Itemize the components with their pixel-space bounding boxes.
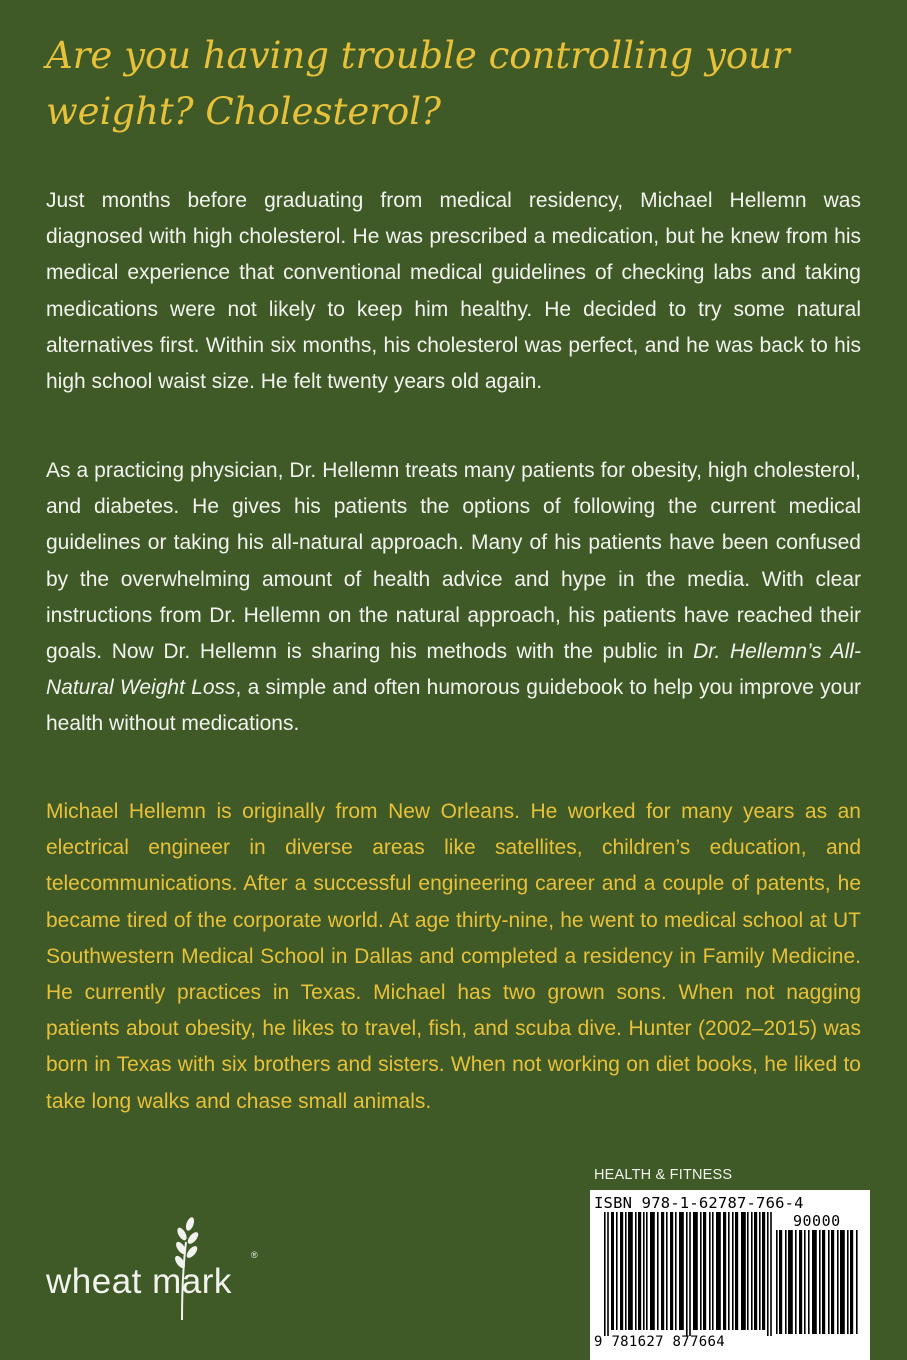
publisher-name <box>46 1262 232 1302</box>
physician-paragraph <box>46 453 861 743</box>
author-bio-paragraph: Michael Hellemn is originally from New Orleans. He worked for many years as an electrical engineer in diverse areas like satellites, children’s education, and telecommunications. After a successful engineering career and a couple of patents, he became tired of the corporate world. At age thirty-nine, he went to medical school at UT Southwestern Medical School in Dallas and completed a residency in Family Medicine. He currently practices in Texas. Michael has two grown sons. When not nagging patients about obesity, he likes to travel, fish, and scuba dive. Hunter (2002–2015) was born in Texas with six brothers and sisters. When not working on diet books, he liked to take long walks and chase small animals. <box>46 800 861 1113</box>
isbn-barcode <box>590 1190 870 1360</box>
ean-digits: 9 781627 877664 <box>594 1334 725 1350</box>
publisher-name-left: wheat <box>46 1262 142 1301</box>
publisher-logo <box>46 1212 266 1322</box>
registered-mark: ® <box>251 1250 258 1260</box>
headline: Are you having trouble controlling your weight? Cholesterol? <box>46 34 790 133</box>
price-addon-digits: 90000 <box>793 1212 841 1230</box>
ean-bars <box>604 1212 774 1336</box>
addon-bars <box>776 1230 862 1334</box>
physician-paragraph-text-end: , a simple and often humorous guidebook to help you improve your health without medications. <box>46 676 861 736</box>
book-title: Dr. Hellemn’s All-Natural Weight Loss <box>46 640 862 700</box>
intro-paragraph: Just months before graduating from medical residency, Michael Hellemn was diagnosed with high cholesterol. He was prescribed a medication, but he knew from his medical experience that conventional medical guidelines of checking labs and taking medications were not likely to keep him healthy. He decided to try some natural alternatives first. Within six months, his cholesterol was perfect, and he was back to his high school waist size. He felt twenty years old again. <box>46 189 861 394</box>
isbn-label: ISBN 978-1-62787-766-4 <box>594 1194 804 1212</box>
category-label: HEALTH & FITNESS <box>594 1167 733 1183</box>
physician-paragraph-text: As a practicing physician, Dr. Hellemn treats many patients for obesity, high cholesterol, and diabetes. He gives his patients the options of following the current medical guidelines or taking his all-natural approach. Many of his patients have been confused by the overwhelming amount of health advice and hype in the media. With clear instructions from Dr. Hellemn on the natural approach, his patients have reached their goals. Now Dr. Hellemn is sharing his methods with the public in <box>46 459 861 664</box>
publisher-name-right: mark <box>152 1262 232 1301</box>
logo-divider <box>142 1262 152 1301</box>
